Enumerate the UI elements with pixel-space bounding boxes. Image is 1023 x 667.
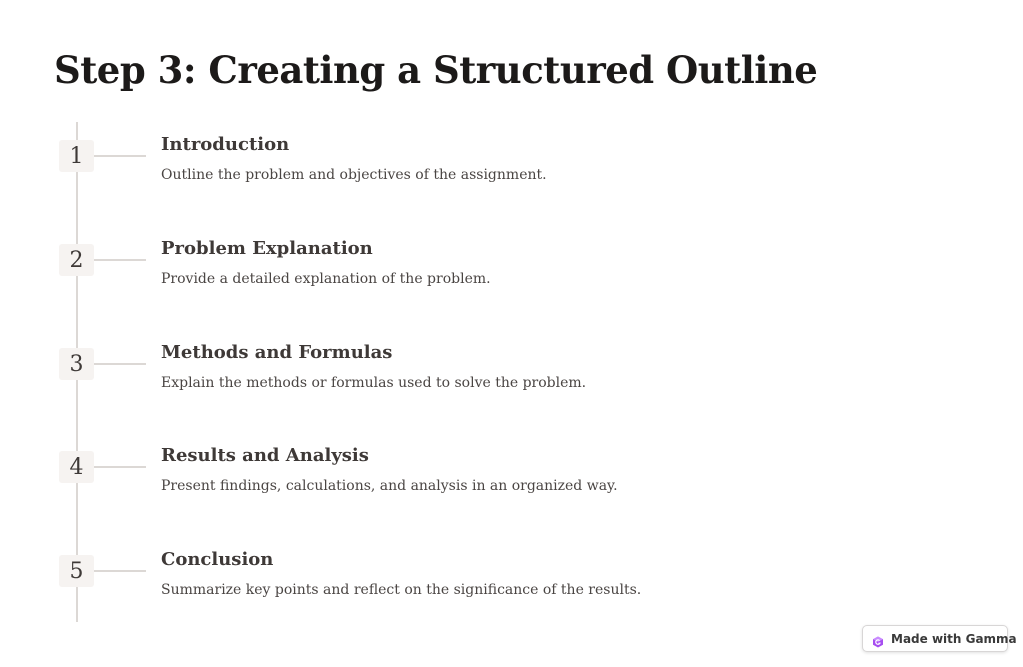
made-with-gamma-button[interactable]: [862, 625, 1017, 652]
step-number-badge: 3: [59, 348, 94, 380]
step-number-badge: 1: [59, 140, 94, 172]
gamma-logo-icon: [872, 633, 884, 645]
step-number-badge: 2: [59, 244, 94, 276]
step-connector-line: [94, 155, 146, 157]
step-description: Explain the methods or formulas used to solve the problem.: [161, 375, 587, 391]
made-with-gamma-label: Made with Gamma: [891, 631, 1017, 646]
step-title: Introduction: [161, 134, 290, 155]
step-number-badge: 4: [59, 451, 94, 483]
step-description: Summarize key points and reflect on the significance of the results.: [161, 582, 642, 598]
step-description: Present findings, calculations, and analysis in an organized way.: [161, 478, 618, 494]
timeline-step: [0, 342, 900, 428]
timeline-step: [0, 134, 900, 220]
step-title: Results and Analysis: [161, 445, 369, 466]
step-connector-line: [94, 259, 146, 261]
step-connector-line: [94, 570, 146, 572]
timeline-step: [0, 549, 900, 635]
step-title: Problem Explanation: [161, 238, 373, 259]
timeline-step: [0, 238, 900, 324]
step-description: Provide a detailed explanation of the problem.: [161, 271, 491, 287]
page-title: Step 3: Creating a Structured Outline: [54, 48, 818, 92]
step-connector-line: [94, 363, 146, 365]
step-description: Outline the problem and objectives of the assignment.: [161, 167, 547, 183]
timeline-step: [0, 445, 900, 531]
step-connector-line: [94, 466, 146, 468]
step-title: Conclusion: [161, 549, 274, 570]
step-number-badge: 5: [59, 555, 94, 587]
step-title: Methods and Formulas: [161, 342, 393, 363]
